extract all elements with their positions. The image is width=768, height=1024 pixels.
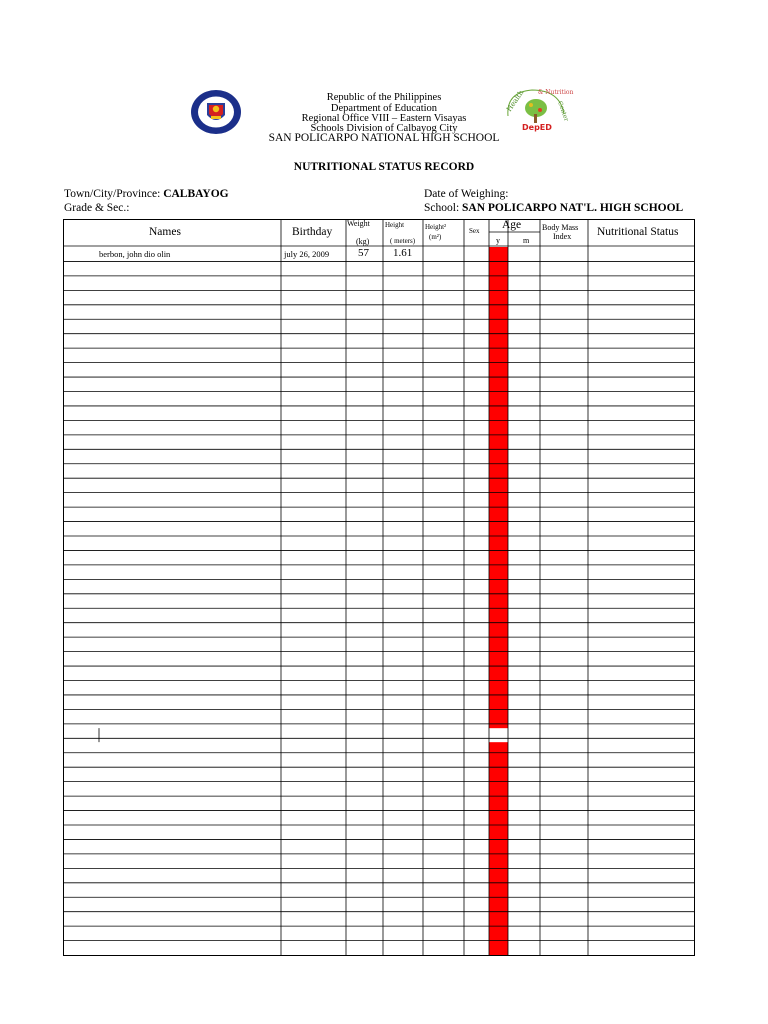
col-header-weight-unit: (kg) <box>356 237 370 246</box>
row1-height: 1.61 <box>393 247 413 259</box>
header-department: Department of Education <box>330 103 438 114</box>
svg-text:Health: Health <box>505 88 526 114</box>
col-header-weight: Weight <box>347 219 370 228</box>
col-header-age: Age <box>502 219 522 231</box>
row1-weight: 57 <box>358 247 369 259</box>
town-label: Town/City/Province: <box>64 188 161 200</box>
col-header-nutritional-status: Nutritional Status <box>597 226 679 238</box>
col-header-names: Names <box>149 226 181 238</box>
table-grid <box>63 219 695 956</box>
town-value: CALBAYOG <box>163 188 229 200</box>
school-field <box>424 202 683 214</box>
table-border <box>64 220 695 956</box>
svg-text:Center: Center <box>556 100 570 123</box>
col-header-height-squared-unit: (m²) <box>429 233 442 241</box>
col-header-birthday: Birthday <box>292 226 333 238</box>
deped-seal-logo <box>190 89 242 135</box>
col-header-height: Height <box>385 221 405 229</box>
town-field <box>64 188 229 200</box>
col-header-age-years: y <box>496 236 500 245</box>
header-division: Schools Division of Calbayog City <box>310 123 458 134</box>
col-header-age-months: m <box>523 236 530 245</box>
col-header-bmi-line2: Index <box>553 232 572 241</box>
date-label: Date of Weighing: <box>424 188 509 200</box>
row1-name: berbon, john dio olin <box>99 249 171 259</box>
grade-label: Grade & Sec.: <box>64 202 130 214</box>
page-title: NUTRITIONAL STATUS RECORD <box>293 161 475 173</box>
date-field <box>424 188 508 200</box>
col-header-bmi-line1: Body Mass <box>542 223 579 232</box>
school-value: SAN POLICARPO NAT'L. HIGH SCHOOL <box>462 202 684 214</box>
nutritional-status-table <box>63 219 695 956</box>
header-republic: Republic of the Philippines <box>326 92 442 103</box>
grade-field <box>64 202 129 214</box>
age-column-highlight <box>489 742 508 956</box>
school-label: School: <box>424 202 460 214</box>
header-school: SAN POLICARPO NATIONAL HIGH SCHOOL <box>268 132 500 144</box>
row1-birthday: july 26, 2009 <box>284 249 330 259</box>
health-nutrition-logo <box>502 86 574 136</box>
header-region: Regional Office VIII – Eastern Visayas <box>301 113 467 124</box>
col-header-height-unit: ( meters) <box>390 237 416 245</box>
svg-text:DepED: DepED <box>522 123 552 132</box>
col-header-height-squared: Height² <box>425 223 447 231</box>
col-header-sex: Sex <box>469 227 480 235</box>
svg-text:& Nutrition: & Nutrition <box>538 89 574 96</box>
